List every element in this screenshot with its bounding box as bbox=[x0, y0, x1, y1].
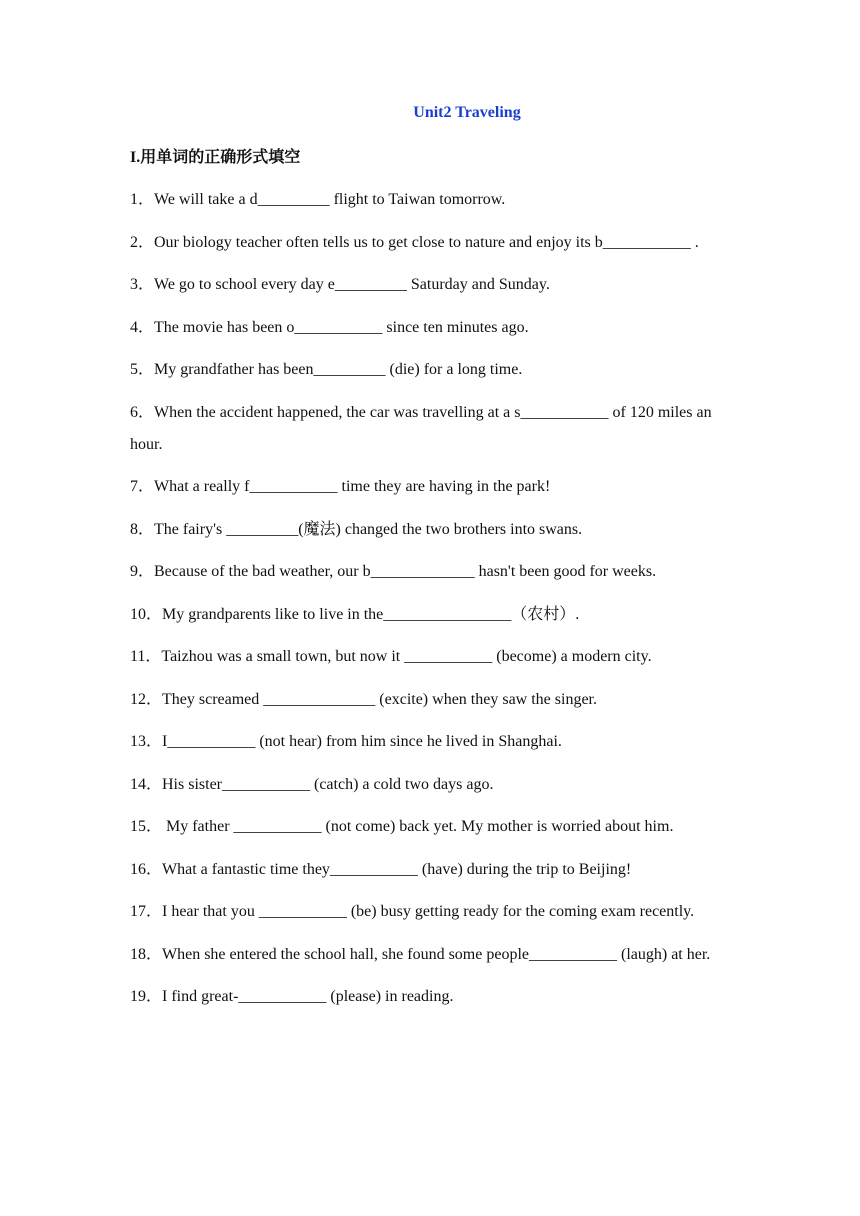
question-item: 15． My father ___________ (not come) back yet. My mother is worried about him. bbox=[130, 818, 674, 835]
question-item: 9．Because of the bad weather, our b_____________ hasn't been good for weeks. bbox=[130, 563, 657, 580]
question-item: 4．The movie has been o___________ since ten minutes ago. bbox=[130, 318, 529, 336]
question-item: 11．Taizhou was a small town, but now it ___________ (become) a modern city. bbox=[130, 648, 652, 665]
question-item: 18．When she entered the school hall, she found some people___________ (laugh) at her. bbox=[130, 945, 711, 963]
section-heading: I.用单词的正确形式填空 bbox=[130, 149, 301, 166]
question-item: 12．They screamed ______________ (excite) when they saw the singer. bbox=[130, 690, 597, 708]
question-item: 8．The fairy's _________(魔法) changed the two brothers into swans. bbox=[130, 520, 583, 538]
question-item: 17．I hear that you ___________ (be) busy getting ready for the coming exam recently. bbox=[130, 903, 695, 920]
question-item: 14．His sister___________ (catch) a cold two days ago. bbox=[130, 775, 494, 793]
question-item: 6．When the accident happened, the car was travelling at a s___________ of 120 miles an hour. bbox=[130, 403, 712, 453]
question-item: 5．My grandfather has been_________ (die) for a long time. bbox=[130, 361, 523, 378]
question-item: 10．My grandparents like to live in the________________（农村）. bbox=[130, 605, 580, 623]
question-item: 2．Our biology teacher often tells us to get close to nature and enjoy its b___________ . bbox=[130, 233, 699, 251]
question-item: 16．What a fantastic time they___________ (have) during the trip to Beijing! bbox=[130, 860, 632, 878]
question-item: 1．We will take a d_________ flight to Taiwan tomorrow. bbox=[130, 191, 506, 208]
question-item: 7．What a really f___________ time they are having in the park! bbox=[130, 478, 551, 495]
question-list bbox=[130, 184, 740, 1024]
page-title: Unit2 Traveling bbox=[413, 104, 521, 121]
question-item: 13．I___________ (not hear) from him since he lived in Shanghai. bbox=[130, 733, 562, 750]
question-item: 3．We go to school every day e_________ Saturday and Sunday. bbox=[130, 276, 550, 293]
question-item: 19．I find great-___________ (please) in reading. bbox=[130, 988, 454, 1005]
